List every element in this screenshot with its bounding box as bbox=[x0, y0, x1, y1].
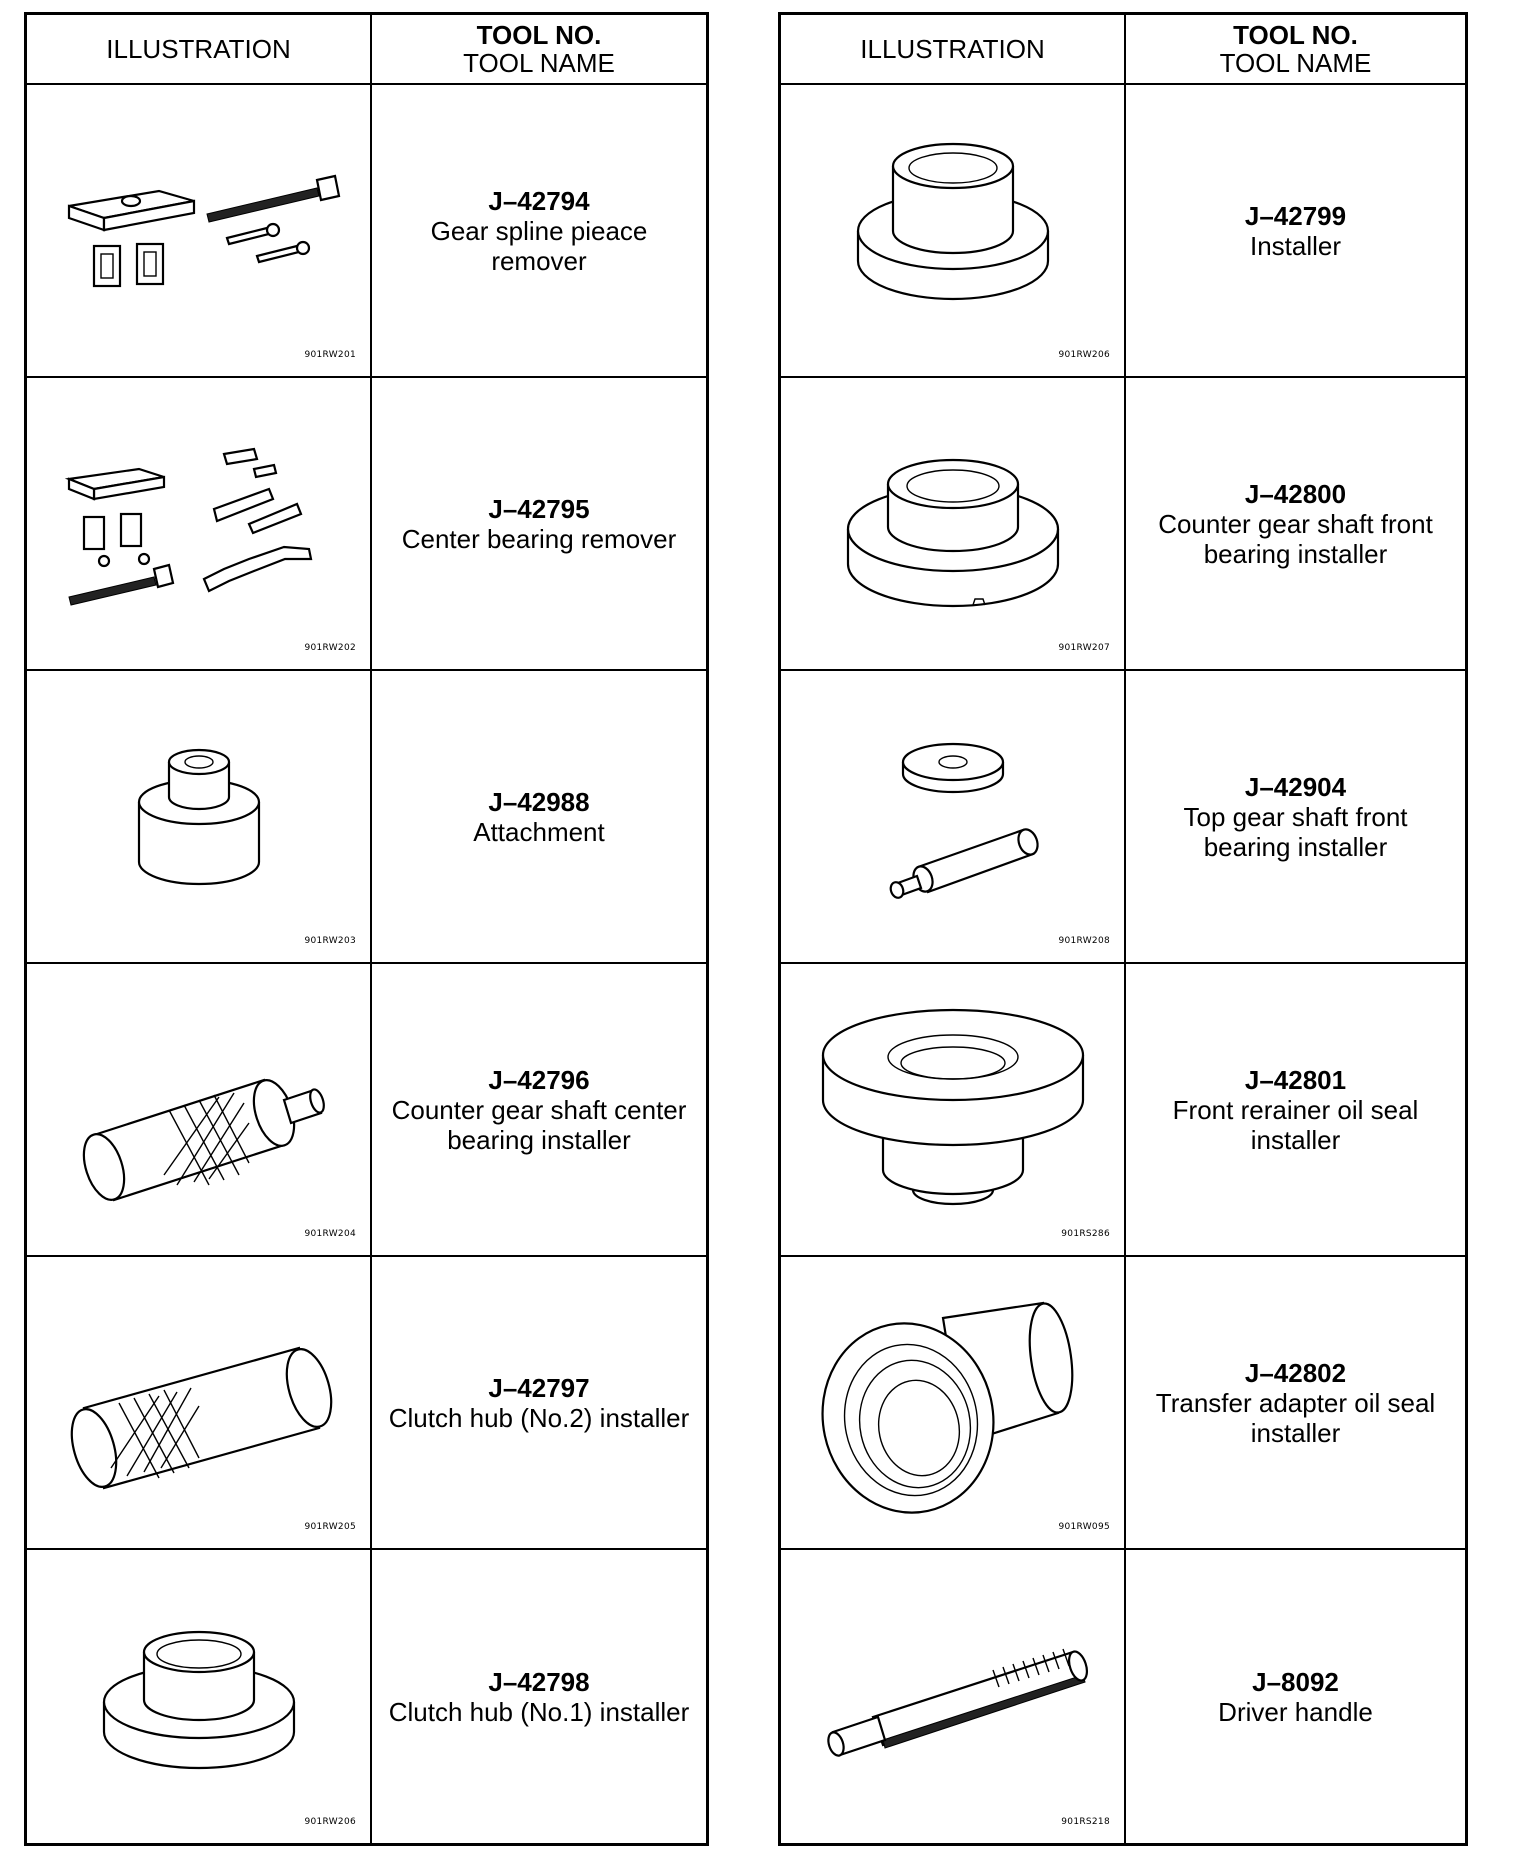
knurled-installer-icon bbox=[49, 985, 349, 1235]
stepped-attachment-icon bbox=[49, 692, 349, 942]
tool-number: J–42800 bbox=[1244, 478, 1347, 509]
tool-number: J–42802 bbox=[1244, 1357, 1347, 1388]
spline-remover-kit-icon bbox=[49, 106, 349, 356]
figure-code: 901RW207 bbox=[1058, 643, 1110, 653]
tool-name: Front rerainer oil seal installer bbox=[1172, 1094, 1419, 1155]
tool-info-cell bbox=[372, 1257, 706, 1550]
tool-name: Top gear shaft front bearing installer bbox=[1183, 801, 1408, 862]
tool-name: Clutch hub (No.2) installer bbox=[388, 1402, 690, 1433]
tool-name: Transfer adapter oil seal installer bbox=[1155, 1387, 1436, 1448]
header-tool-no-name: TOOL NO. TOOL NAME bbox=[372, 15, 706, 85]
tool-number: J–42801 bbox=[1244, 1064, 1347, 1095]
tool-table-left bbox=[24, 12, 709, 1846]
seal-installer-icon bbox=[803, 1278, 1103, 1528]
tool-name: Attachment bbox=[473, 816, 605, 847]
figure-code: 901RW206 bbox=[1058, 350, 1110, 360]
illustration-cell bbox=[27, 1550, 372, 1843]
tool-info-cell bbox=[1126, 378, 1465, 671]
tool-table-right bbox=[778, 12, 1468, 1846]
figure-code: 901RW095 bbox=[1058, 1522, 1110, 1532]
tool-name: Gear spline pieace remover bbox=[430, 215, 648, 276]
flanged-ring-installer-icon bbox=[803, 399, 1103, 649]
figure-code: 901RW201 bbox=[304, 350, 356, 360]
figure-code: 901RW205 bbox=[304, 1522, 356, 1532]
tool-number: J–42799 bbox=[1244, 200, 1347, 231]
tool-number: J–42797 bbox=[488, 1372, 590, 1403]
tool-number: J–42798 bbox=[488, 1666, 590, 1697]
washer-and-pin-icon bbox=[803, 692, 1103, 942]
illustration-cell bbox=[27, 1257, 372, 1550]
tool-info-cell bbox=[372, 378, 706, 671]
header-illustration: ILLUSTRATION bbox=[27, 15, 372, 85]
tool-info-cell bbox=[1126, 671, 1465, 964]
tool-info-cell bbox=[1126, 1550, 1465, 1843]
illustration-cell bbox=[27, 378, 372, 671]
illustration-cell bbox=[781, 1257, 1126, 1550]
illustration-cell bbox=[781, 671, 1126, 964]
tool-info-cell bbox=[1126, 1257, 1465, 1550]
tool-info-cell bbox=[372, 1550, 706, 1843]
tool-info-cell bbox=[1126, 964, 1465, 1257]
illustration-cell bbox=[781, 85, 1126, 378]
figure-code: 901RW203 bbox=[304, 936, 356, 946]
tool-number: J–42796 bbox=[488, 1064, 590, 1095]
header-tool-no-name: TOOL NO. TOOL NAME bbox=[1126, 15, 1465, 85]
tool-name: Center bearing remover bbox=[401, 523, 677, 554]
illustration-cell bbox=[27, 671, 372, 964]
tool-number: J–42904 bbox=[1244, 771, 1347, 802]
illustration-cell bbox=[781, 964, 1126, 1257]
driver-handle-icon bbox=[803, 1572, 1103, 1822]
tool-name: Counter gear shaft front bearing installer bbox=[1158, 508, 1433, 569]
figure-code: 901RW204 bbox=[304, 1229, 356, 1239]
figure-code: 901RW206 bbox=[304, 1817, 356, 1827]
tool-number: J–42795 bbox=[488, 493, 590, 524]
tool-number: J–8092 bbox=[1252, 1666, 1339, 1697]
tool-info-cell bbox=[1126, 85, 1465, 378]
tool-info-cell bbox=[372, 671, 706, 964]
flanged-installer-icon bbox=[803, 106, 1103, 356]
illustration-cell bbox=[27, 85, 372, 378]
tool-name: Driver handle bbox=[1218, 1696, 1373, 1727]
illustration-cell bbox=[27, 964, 372, 1257]
tool-name: Installer bbox=[1249, 230, 1342, 261]
figure-code: 901RS218 bbox=[1061, 1817, 1110, 1827]
figure-code: 901RS286 bbox=[1061, 1229, 1110, 1239]
illustration-cell bbox=[781, 378, 1126, 671]
figure-code: 901RW202 bbox=[304, 643, 356, 653]
tool-info-cell bbox=[372, 964, 706, 1257]
tool-number: J–42794 bbox=[488, 185, 590, 216]
figure-code: 901RW208 bbox=[1058, 936, 1110, 946]
tool-number: J–42988 bbox=[488, 786, 590, 817]
bearing-remover-kit-icon bbox=[49, 399, 349, 649]
header-illustration: ILLUSTRATION bbox=[781, 15, 1126, 85]
tool-name: Counter gear shaft center bearing installer bbox=[391, 1094, 687, 1155]
tool-info-cell bbox=[372, 85, 706, 378]
knurled-cylinder-icon bbox=[49, 1278, 349, 1528]
illustration-cell bbox=[781, 1550, 1126, 1843]
stepped-seal-installer-icon bbox=[803, 985, 1103, 1235]
tool-name: Clutch hub (No.1) installer bbox=[388, 1696, 690, 1727]
flanged-installer-icon bbox=[49, 1572, 349, 1822]
